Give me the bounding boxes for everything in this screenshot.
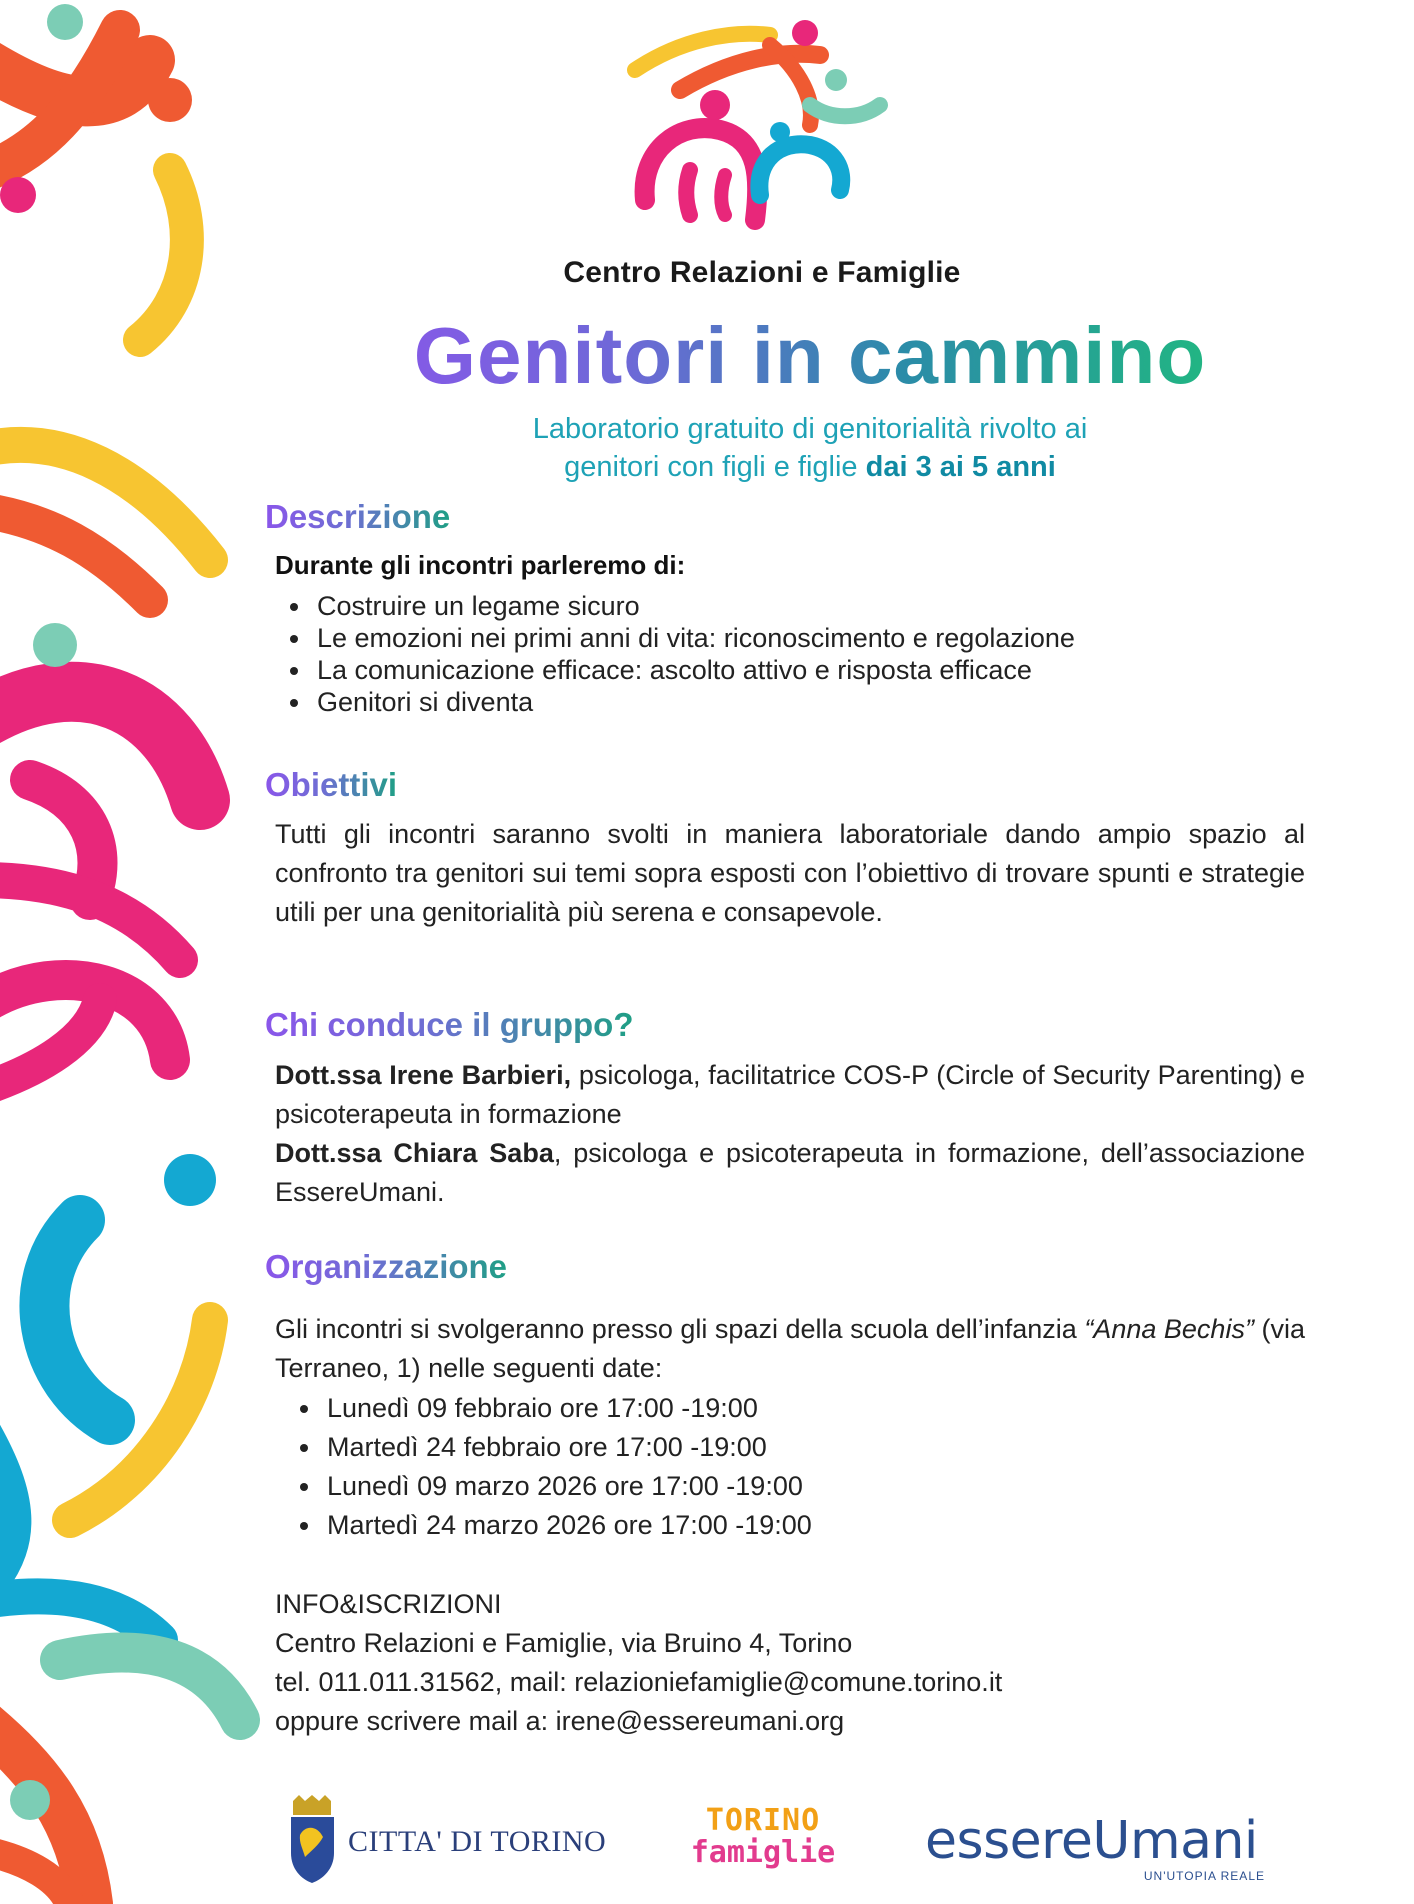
list-item: • Genitori si diventa [313, 686, 1075, 718]
list-item: • Costruire un legame sicuro [313, 590, 1075, 622]
citta-di-torino-logo [285, 1795, 607, 1890]
heading-descrizione: Descrizione [265, 498, 451, 535]
organizzazione-intro [275, 1310, 1305, 1388]
descrizione-intro: Durante gli incontri parleremo di: [275, 550, 686, 580]
essere-umani-text: essereUmani [925, 1811, 1258, 1871]
info-contacts: tel. 011.011.31562, mail: relazioniefamiglie@comune.torino.it [275, 1667, 1003, 1697]
subtitle-age-range: dai 3 ai 5 anni [865, 451, 1056, 483]
conduttore-1 [275, 1056, 1305, 1134]
organizzazione-intro-suffix: (via Terraneo, 1) nelle seguenti date: [275, 1314, 1305, 1383]
torino-crest-icon [285, 1795, 340, 1885]
list-item: • Lunedì 09 marzo 2026 ore 17:00 -19:00 [323, 1467, 812, 1506]
footer-logos [285, 1795, 1265, 1890]
list-item: • Martedì 24 febbraio ore 17:00 -19:00 [323, 1428, 812, 1467]
info-alt-mail: oppure scrivere mail a: irene@essereumani.org [275, 1706, 845, 1736]
info-block [275, 1585, 1002, 1741]
obiettivi-text: Tutti gli incontri saranno svolti in maniera laboratoriale dando ampio spazio al confronto tra genitori sui temi sopra esposti con l’obiettivo di trovare spunti e strategie utili per una genitorialità più serena e consapevole. [275, 819, 1305, 927]
torino-famiglie-logo [683, 1805, 843, 1885]
info-address: Centro Relazioni e Famiglie, via Bruino 4, Torino [275, 1628, 853, 1658]
torino-label: CITTA' DI TORINO [348, 1825, 607, 1858]
heading-obiettivi: Obiettivi [265, 766, 398, 803]
subtitle-line-1: Laboratorio gratuito di genitorialità rivolto ai [532, 413, 1088, 445]
conduttore-2-name: Dott.ssa Chiara Saba [275, 1138, 554, 1168]
info-title: INFO&ISCRIZIONI [275, 1589, 502, 1619]
essere-umani-tagline: UN'UTOPIA REALE [1143, 1869, 1265, 1883]
dates-list [285, 1389, 812, 1545]
school-name: “Anna Bechis” [1084, 1314, 1254, 1344]
conduttore-2-role: , psicologa e psicoterapeuta in formazione, dell’associazione EssereUmani. [275, 1138, 1305, 1207]
torino-famiglie-top: TORINO [705, 1803, 821, 1838]
list-item: • La comunicazione efficace: ascolto attivo e risposta efficace [313, 654, 1075, 686]
heading-chi-conduce: Chi conduce il gruppo? [265, 1006, 634, 1043]
list-item: • Le emozioni nei primi anni di vita: riconoscimento e regolazione [313, 622, 1075, 654]
descrizione-list [275, 590, 1075, 718]
subtitle-line-2-text: genitori con figli e figlie [564, 451, 866, 483]
essere-umani-logo [925, 1799, 1265, 1889]
list-item: • Lunedì 09 febbraio ore 17:00 -19:00 [323, 1389, 812, 1428]
torino-famiglie-bottom: famiglie [690, 1835, 836, 1870]
org-name: Centro Relazioni e Famiglie [563, 256, 961, 289]
organizzazione-intro-text: Gli incontri si svolgeranno presso gli spazi della scuola dell’infanzia [275, 1314, 1085, 1344]
centro-relazioni-logo [620, 10, 900, 230]
conduttore-1-role: psicologa, facilitatrice COS-P (Circle of Security Parenting) e psicoterapeuta in formazione [275, 1060, 1305, 1129]
conduttore-1-name: Dott.ssa Irene Barbieri, [275, 1060, 572, 1090]
list-item: • Martedì 24 marzo 2026 ore 17:00 -19:00 [323, 1506, 812, 1545]
page-title: Genitori in cammino [340, 308, 1280, 404]
subtitle [340, 410, 1280, 486]
conduttore-2 [275, 1134, 1305, 1212]
subtitle-line-2 [340, 448, 1280, 486]
heading-organizzazione: Organizzazione [265, 1248, 508, 1285]
